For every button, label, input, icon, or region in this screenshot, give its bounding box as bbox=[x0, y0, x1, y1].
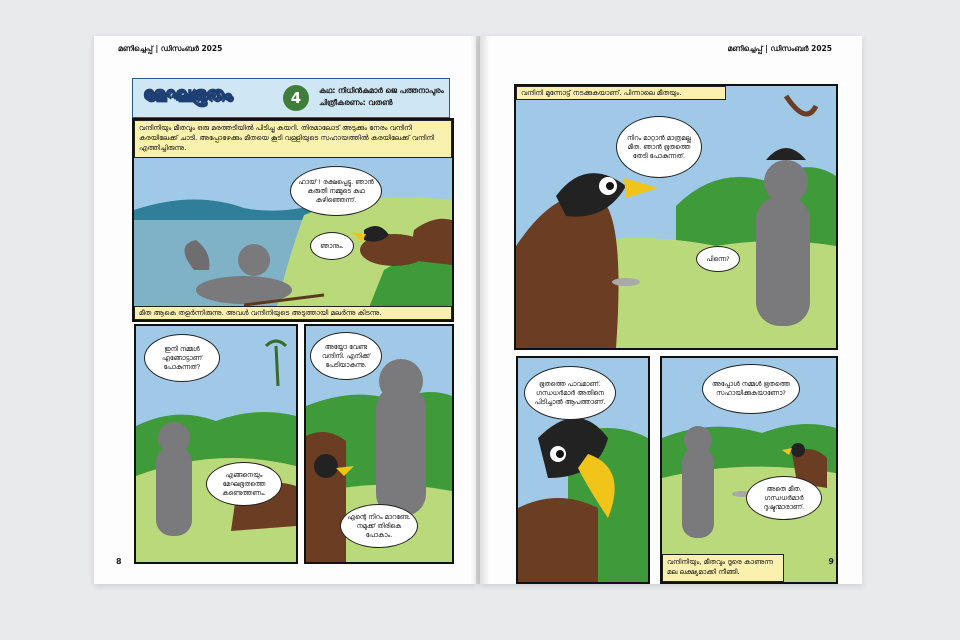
comic-panel-5 bbox=[516, 356, 650, 584]
panel-4-speech-bubble-2: പിന്നെ? bbox=[696, 246, 740, 272]
left-page bbox=[94, 36, 476, 584]
panel-2-speech-bubble-1: ഇനി നമ്മൾ എങ്ങോട്ടാണ് പോകുന്നത്? bbox=[144, 334, 220, 382]
panel-1-caption-bottom: മീത ആകെ തളർന്നിരുന്നു. അവൾ വന്ദിനിയുടെ അടുത്തായി മലർന്നു കിടന്നു. bbox=[134, 306, 452, 320]
credit-art: ചിത്രീകരണം: വതൺ bbox=[319, 98, 393, 107]
right-page bbox=[480, 36, 862, 584]
page-number-right: 9 bbox=[828, 557, 834, 566]
comic-panel-1 bbox=[132, 118, 454, 322]
magazine-header: മണിച്ചെപ്പ് | ഡിസംബർ 2025 bbox=[727, 44, 832, 53]
panel-1-speech-bubble-1: ഹായ് ! രക്ഷപ്പെട്ടു. ഞാൻ കരുതി നമ്മുടെ കഥ കഴിഞ്ഞെന്ന്. bbox=[290, 166, 382, 216]
episode-badge: 4 bbox=[283, 85, 309, 111]
story-credits bbox=[319, 85, 444, 109]
comic-panel-3 bbox=[304, 324, 454, 564]
panel-1-caption-top: വന്ദിനിയും മീതവും ഒരു മരത്തടിയിൽ പിടിച്ചു കയറി. തിരമാലോട് അടുക്കും നേരം വന്ദിനി കരയിലേക്ക് ചാടി. അപ്പോഴേക്കും മീതയെ കൂടി വള്ളിയുടെ സഹായത്തിൽ കരയിലേക്ക് വന്ദിനി എത്തിച്ചിരുന്നു. bbox=[134, 120, 452, 158]
page-number-left: 8 bbox=[116, 557, 122, 566]
panel-6-speech-bubble-2: അതെ മീത. ഗന്ധധർമാർ ദുഷ്ടന്മാരാണ്. bbox=[746, 476, 822, 520]
story-title-band bbox=[132, 78, 450, 118]
page-gutter bbox=[470, 36, 490, 584]
panel-1-speech-bubble-2: ഞാനും. bbox=[310, 232, 354, 260]
comic-panel-2 bbox=[134, 324, 298, 564]
panel-5-speech-bubble-1: ഭൂതത്തെ പാവമാണ്. ഗന്ധധർമാർ അതിനെ പിടിച്ചാൽ ആപത്താണ്. bbox=[524, 366, 616, 420]
magazine-header: മണിച്ചെപ്പ് | ഡിസംബർ 2025 bbox=[118, 44, 223, 53]
panel-3-speech-bubble-2: എന്റെ നിറം മാറണ്ടേ. നമുക്ക് തിരികെ പോകാം. bbox=[340, 504, 418, 548]
panel-6-speech-bubble-1: അപ്പോൾ നമ്മൾ ഭൂതത്തെ സഹായിക്കുകയാണോ? bbox=[702, 364, 800, 414]
panel-2-speech-bubble-2: എങ്ങനെയും മേഘഭൂതത്തെ കണ്ടെത്തണം. bbox=[206, 462, 282, 506]
comic-panel-4 bbox=[514, 84, 838, 350]
story-title: മേഘഭൂതം bbox=[143, 83, 232, 105]
panel-4-speech-bubble-1: നിറം മാറ്റാൻ മാത്രമല്ല മീത. ഞാൻ ഭൂതത്തെ തേടി പോകുന്നത്. bbox=[616, 116, 702, 178]
panel-6-caption-bottom: വന്ദിനിയും, മീതവും ദൂരെ കാണുന്ന മല ലക്ഷ്യമാക്കി നീങ്ങി. bbox=[662, 554, 784, 582]
credit-story: കഥ: നിധിൻകുമാർ ജെ പത്തനാപുരം bbox=[319, 86, 444, 95]
comic-panel-6 bbox=[660, 356, 838, 584]
panel-3-speech-bubble-1: അയ്യോ വേണ്ട വന്ദിനി. എനിക്ക് പേടിയാകുന്നു. bbox=[310, 332, 382, 380]
panel-4-caption-top: വന്ദിനി മുന്നോട്ട് നടക്കുകയാണ്. പിന്നാലെ മീതയും. bbox=[516, 86, 726, 100]
